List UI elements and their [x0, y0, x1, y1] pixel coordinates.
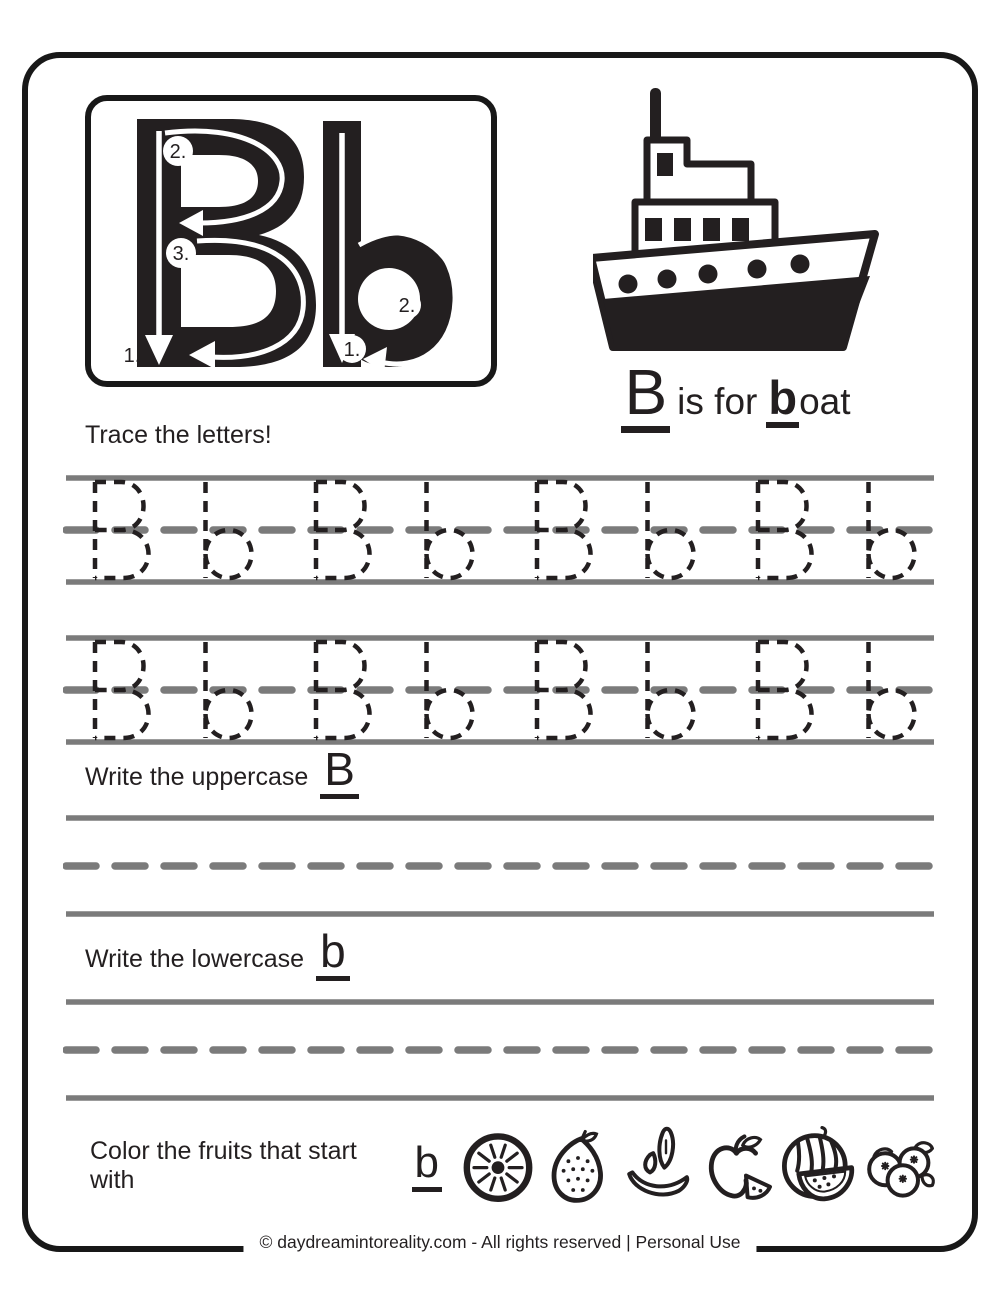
letter-stroke-diagram [91, 101, 491, 381]
write-lowercase-instruction [85, 925, 350, 981]
deck-window [732, 218, 749, 241]
banana-icon [618, 1124, 698, 1208]
write-lowercase-text: Write the lowercase [85, 945, 305, 973]
color-fruits-section [90, 1124, 938, 1208]
lowercase-letter-sample: b [316, 928, 350, 981]
blueberries-icon [858, 1124, 938, 1208]
kiwi-icon [458, 1124, 538, 1208]
write-uppercase-instruction [85, 743, 359, 799]
cabin-window [657, 153, 673, 176]
stroke-number: 2. [398, 295, 416, 317]
writing-lines-lowercase [63, 996, 937, 1108]
letter-guide-box [85, 95, 497, 387]
porthole [619, 275, 638, 294]
caption-letter-uppercase: B [621, 360, 670, 433]
deck-window [703, 218, 720, 241]
porthole [699, 265, 718, 284]
color-instruction: Color the fruits that start with [90, 1137, 357, 1194]
trace-instruction: Trace the letters! [85, 421, 272, 449]
caption-b-is-for-boat [590, 356, 882, 433]
trace-row-1 [63, 472, 937, 588]
watermelon-icon [778, 1124, 858, 1208]
deck-window [674, 218, 691, 241]
color-letter-sample: b [412, 1141, 442, 1192]
footer-credit: © daydreamintoreality.com - All rights reserved | Personal Use [243, 1231, 756, 1254]
boat-illustration [593, 86, 881, 352]
boat-mast [650, 88, 661, 144]
stroke-number: 3. [172, 243, 190, 265]
caption-rest-text: oat [799, 381, 851, 422]
porthole [658, 270, 677, 289]
stroke-number: 1. [123, 345, 141, 367]
trace-row-2 [63, 632, 937, 748]
uppercase-letter-sample: B [320, 746, 359, 799]
porthole [748, 260, 767, 279]
writing-lines-uppercase [63, 812, 937, 924]
strawberry-icon [538, 1124, 618, 1208]
caption-mid-text: is for [677, 381, 758, 422]
lowercase-b-stroke-guide [323, 121, 457, 373]
apple-icon [698, 1124, 778, 1208]
stroke-number: 2. [169, 141, 187, 163]
deck-window [645, 218, 662, 241]
porthole [791, 255, 810, 274]
fruit-icons [458, 1124, 938, 1208]
stroke-number: 1. [343, 339, 361, 361]
write-uppercase-text: Write the uppercase [85, 763, 309, 791]
caption-letter-lowercase: b [766, 374, 799, 428]
uppercase-b-stroke-guide [124, 119, 316, 369]
